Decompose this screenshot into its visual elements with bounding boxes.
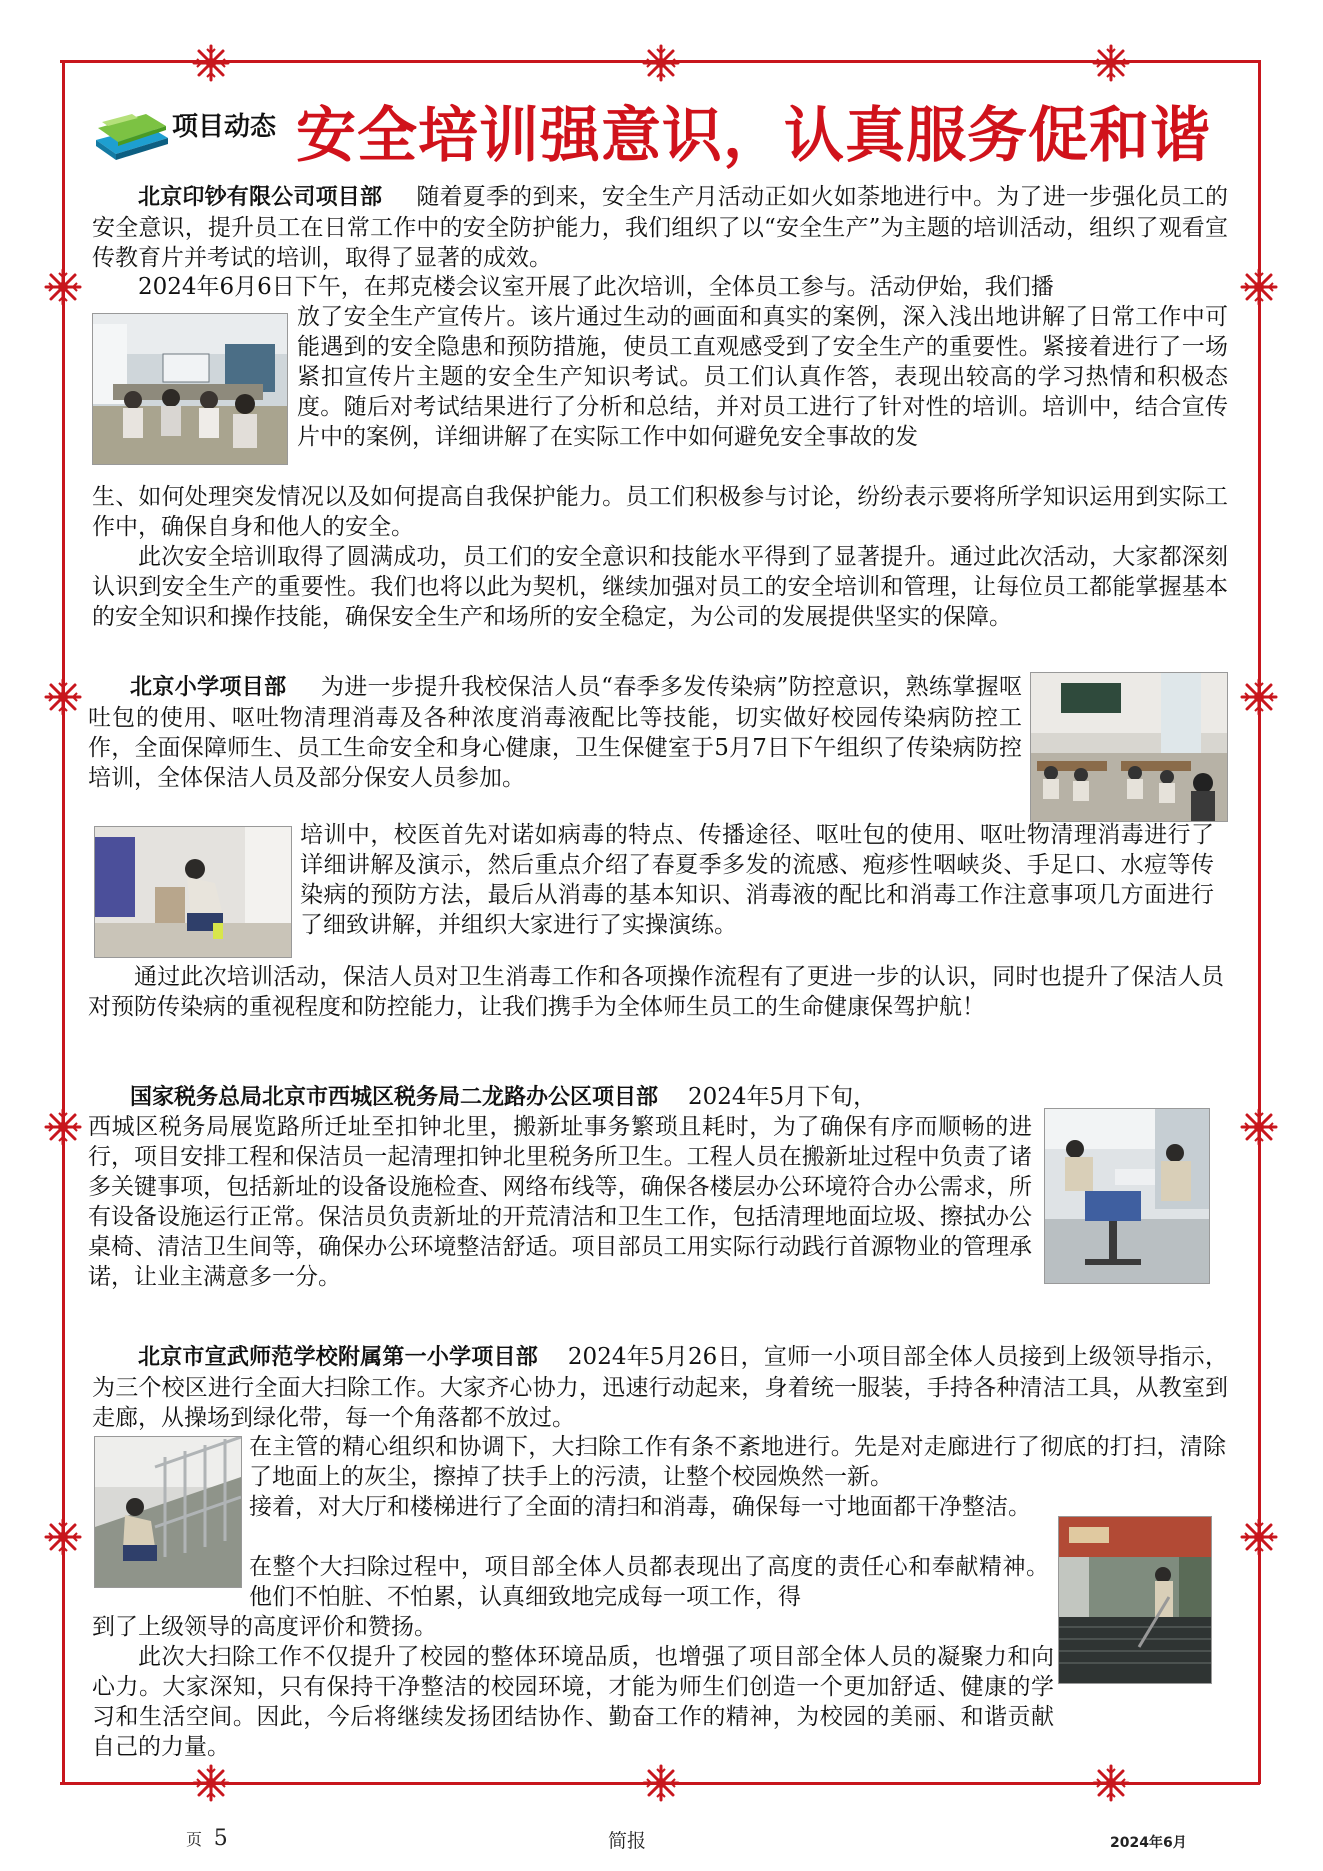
snowflake-icon bbox=[1240, 1108, 1278, 1146]
article4-p1: 2024年5月26日，宣师一小项目部全体人员接到上级领导指示，为三个校区进行全面大扫除工作。大家齐心协力，迅速行动起来，身着统一服装，手持各种清洁工具，从教室到走廊，从操场到绿化带，每一个角落都不放过。 bbox=[92, 1344, 1228, 1431]
article4-p2d: 到了上级领导的高度评价和赞扬。 bbox=[92, 1614, 437, 1640]
page-title: 安全培训强意识，认真服务促和谐 bbox=[296, 101, 1211, 171]
snowflake-icon bbox=[1240, 678, 1278, 716]
article4-intro bbox=[92, 1342, 1228, 1433]
page-number-value: 5 bbox=[213, 1826, 228, 1851]
snowflake-icon bbox=[642, 1764, 680, 1802]
snowflake-icon bbox=[192, 44, 230, 82]
article2-p3: 通过此次培训活动，保洁人员对卫生消毒工作和各项操作流程有了更进一步的认识，同时也提升了保洁人员对预防传染病的重视程度和防控能力，让我们携手为全体师生员工的生命健康保驾护航！ bbox=[88, 964, 1224, 1020]
article1-project-name: 北京印钞有限公司项目部 bbox=[138, 185, 383, 210]
article1-p2a: 2024年6月6日下午，在邦克楼会议室开展了此次培训，全体员工参与。活动伊始，我们播 bbox=[138, 274, 1054, 300]
article4-p3: 此次大扫除工作不仅提升了校园的整体环境品质，也增强了项目部全体人员的凝聚力和向心力。大家深知，只有保持干净整洁的校园环境，才能为师生们创造一个更加舒适、健康的学习和生活空间。因此，今后将继续发扬团结协作、勤奋工作的精神，为校园的美丽、和谐贡献自己的力量。 bbox=[92, 1644, 1054, 1760]
snowflake-icon bbox=[1240, 268, 1278, 306]
article3-p1a: 2024年5月下旬， bbox=[688, 1084, 877, 1110]
article4-p2c: 在整个大扫除过程中，项目部全体人员都表现出了高度的责任心和奉献精神。他们不怕脏、不怕累，认真细致地完成每一项工作，得 bbox=[249, 1554, 1049, 1610]
issue-date: 2024年6月 bbox=[1110, 1835, 1187, 1851]
article2-p2: 培训中，校医首先对诺如病毒的特点、传播途径、呕吐包的使用、呕吐物清理消毒进行了详细讲解及演示，然后重点介绍了春夏季多发的流感、疱疹性咽峡炎、手足口、水痘等传染病的预防方法，最后从消毒的基本知识、消毒液的配比和消毒工作注意事项几方面进行了细致讲解，并组织大家进行了实操演练。 bbox=[300, 822, 1214, 938]
article2-project-name: 北京小学项目部 bbox=[130, 675, 287, 700]
article2-p1: 为进一步提升我校保洁人员“春季多发传染病”防控意识，熟练掌握呕吐包的使用、呕吐物清理消毒及各种浓度消毒液配比等技能，切实做好校园传染病防控工作，全面保障师生、员工生命安全和身心健康，卫生保健室于5月7日下午组织了传染病防控培训，全体保洁人员及部分保安人员参加。 bbox=[88, 674, 1022, 791]
classroom-training-photo bbox=[1030, 672, 1228, 822]
article1-p2b: 放了安全生产宣传片。该片通过生动的画面和真实的案例，深入浅出地讲解了日常工作中可能遇到的安全隐患和预防措施，使员工直观感受到了安全生产的重要性。紧接着进行了一场紧扣宣传片主题的安全生产知识考试。员工们认真作答，表现出较高的学习热情和积极态度。随后对考试结果进行了分析和总结，并对员工进行了针对性的培训。培训中，结合宣传片中的案例，详细讲解了在实际工作中如何避免安全事故的发 bbox=[297, 304, 1228, 450]
books-icon bbox=[92, 96, 172, 166]
article4-p2b: 接着，对大厅和楼梯进行了全面的清扫和消毒，确保每一寸地面都干净整洁。 bbox=[249, 1494, 1031, 1520]
snowflake-icon bbox=[44, 268, 82, 306]
article3-project-name: 国家税务总局北京市西城区税务局二龙路办公区项目部 bbox=[130, 1085, 659, 1110]
article4-p2a: 在主管的精心组织和协调下，大扫除工作有条不紊地进行。先是对走廊进行了彻底的打扫，清除了地面上的灰尘，擦掉了扶手上的污渍，让整个校园焕然一新。 bbox=[249, 1434, 1226, 1490]
snowflake-icon bbox=[44, 1108, 82, 1146]
page-label: 页 bbox=[186, 1830, 203, 1849]
article1-p2c: 生、如何处理突发情况以及如何提高自我保护能力。员工们积极参与讨论，纷纷表示要将所学知识运用到实际工作中，确保自身和他人的安全。 bbox=[92, 484, 1228, 540]
section-tag: 项目动态 bbox=[172, 112, 277, 142]
publication-name: 简报 bbox=[608, 1830, 647, 1852]
snowflake-icon bbox=[1240, 1518, 1278, 1556]
snowflake-icon bbox=[44, 678, 82, 716]
page-number bbox=[186, 1826, 228, 1851]
snowflake-icon bbox=[1092, 1764, 1130, 1802]
office-cleaning-photo bbox=[1044, 1108, 1210, 1284]
snowflake-icon bbox=[44, 1518, 82, 1556]
article1-p1: 随着夏季的到来，安全生产月活动正如火如荼地进行中。为了进一步强化员工的安全意识，提升员工在日常工作中的安全防护能力，我们组织了以“安全生产”为主题的培训活动，组织了观看宣传教育片并考试的培训，取得了显著的成效。 bbox=[92, 184, 1228, 271]
article4-project-name: 北京市宣武师范学校附属第一小学项目部 bbox=[138, 1345, 538, 1370]
article1-intro bbox=[92, 182, 1228, 273]
snowflake-icon bbox=[192, 1764, 230, 1802]
snowflake-icon bbox=[1092, 44, 1130, 82]
article3-intro bbox=[88, 1082, 1048, 1113]
article1-p3: 此次安全培训取得了圆满成功，员工们的安全意识和技能水平得到了显著提升。通过此次活动，大家都深刻认识到安全生产的重要性。我们也将以此为契机，继续加强对员工的安全培训和管理，让每位员工都能掌握基本的安全知识和操作技能，确保安全生产和场所的安全稳定，为公司的发展提供坚实的保障。 bbox=[92, 544, 1228, 630]
article3-p1b: 西城区税务局展览路所迁址至扣钟北里，搬新址事务繁琐且耗时，为了确保有序而顺畅的进行，项目安排工程和保洁员一起清理扣钟北里税务所卫生。工程人员在搬新址过程中负责了诸多关键事项，包括新址的设备设施检查、网络布线等，确保各楼层办公环境符合办公需求，所有设备设施运行正常。保洁员负责新址的开荒清洁和卫生工作，包括清理地面垃圾、擦拭办公桌椅、清洁卫生间等，确保办公环境整洁舒适。项目部员工用实际行动践行首源物业的管理承诺，让业主满意多一分。 bbox=[88, 1114, 1032, 1290]
disinfection-demo-photo bbox=[94, 826, 292, 958]
staircase-cleaning-photo bbox=[94, 1436, 242, 1588]
snowflake-icon bbox=[642, 44, 680, 82]
campus-cleaning-photo bbox=[1058, 1516, 1212, 1684]
meeting-room-photo bbox=[92, 313, 288, 465]
article2-intro bbox=[88, 672, 1022, 793]
